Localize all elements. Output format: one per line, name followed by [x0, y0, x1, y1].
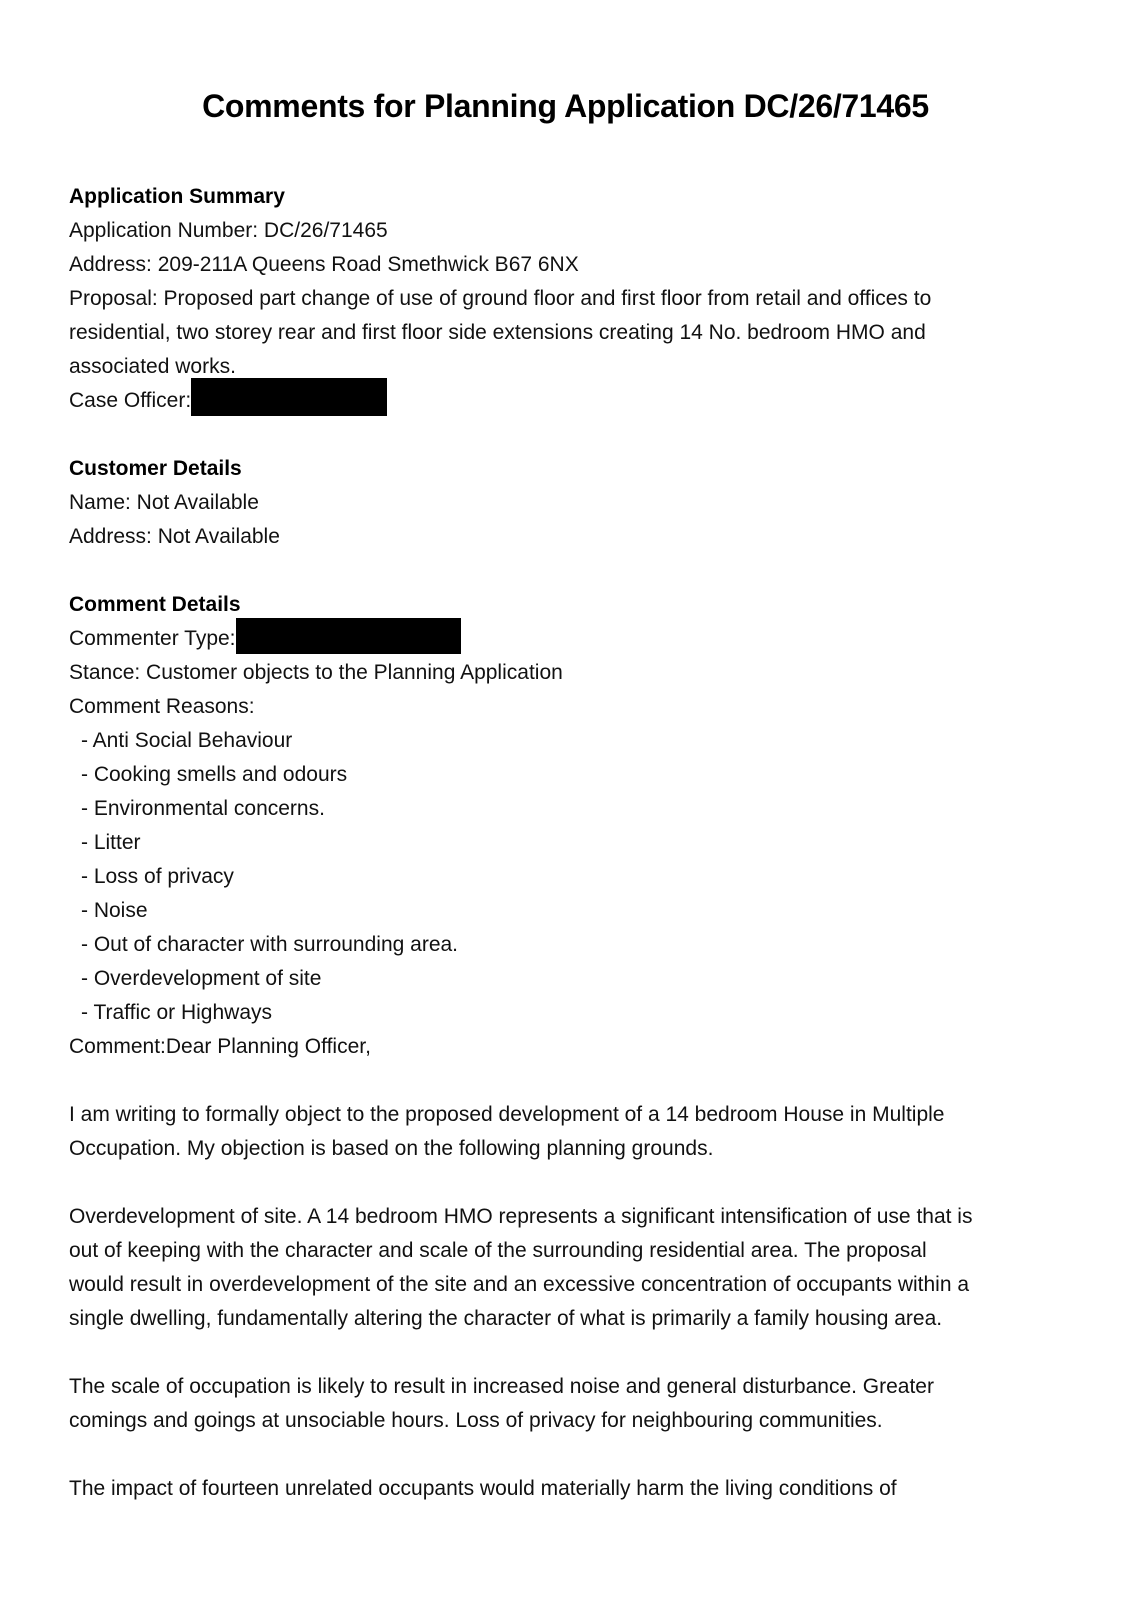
- application-summary-heading: Application Summary: [69, 185, 285, 208]
- section-spacer: [69, 418, 1069, 452]
- stance: Stance: Customer objects to the Planning Application: [69, 661, 563, 684]
- comment-intro: Comment:Dear Planning Officer,: [69, 1035, 371, 1058]
- comment-reason-item: - Loss of privacy: [81, 865, 234, 888]
- comment-reason-item: - Noise: [81, 899, 148, 922]
- proposal-line-1: Proposal: Proposed part change of use of ground floor and first floor from retail and offices to: [69, 287, 932, 310]
- comment-paragraph-1: [69, 1098, 1069, 1166]
- comment-reason-item: - Cooking smells and odours: [81, 763, 348, 786]
- comment-paragraph-4: [69, 1472, 1069, 1506]
- comment-reason-item: - Environmental concerns.: [81, 797, 325, 820]
- proposal-line-2: residential, two storey rear and first floor side extensions creating 14 No. bedroom HMO and: [69, 321, 926, 344]
- paragraph-line: out of keeping with the character and scale of the surrounding residential area. The proposal: [69, 1239, 927, 1262]
- paragraph-line: I am writing to formally object to the proposed development of a 14 bedroom House in Multiple: [69, 1103, 945, 1126]
- application-summary-section: [69, 180, 1069, 418]
- commenter-type-label: Commenter Type:: [69, 627, 236, 650]
- customer-name: Name: Not Available: [69, 491, 259, 514]
- case-officer-row: [69, 384, 1069, 418]
- paragraph-line: The scale of occupation is likely to result in increased noise and general disturbance. Greater: [69, 1375, 934, 1398]
- paragraph-line: would result in overdevelopment of the site and an excessive concentration of occupants within a: [69, 1273, 970, 1296]
- comment-reason-item: - Traffic or Highways: [81, 1001, 272, 1024]
- comment-reasons-label: Comment Reasons:: [69, 695, 255, 718]
- paragraph-line: The impact of fourteen unrelated occupants would materially harm the living conditions of: [69, 1477, 897, 1500]
- comment-reason-item: - Litter: [81, 831, 141, 854]
- comment-details-heading: Comment Details: [69, 593, 241, 616]
- application-number: Application Number: DC/26/71465: [69, 219, 388, 242]
- paragraph-spacer: [69, 1064, 1069, 1098]
- commenter-type-redaction: [236, 618, 461, 654]
- document-title: Comments for Planning Application DC/26/71465: [202, 88, 929, 124]
- paragraph-line: Occupation. My objection is based on the following planning grounds.: [69, 1137, 714, 1160]
- comment-body: [69, 1098, 1069, 1506]
- customer-address: Address: Not Available: [69, 525, 280, 548]
- comment-reason-item: - Out of character with surrounding area.: [81, 933, 459, 956]
- proposal-line-3: associated works.: [69, 355, 236, 378]
- case-officer-label: Case Officer:: [69, 389, 192, 412]
- comment-reason-item: - Overdevelopment of site: [81, 967, 322, 990]
- section-spacer: [69, 554, 1069, 588]
- paragraph-spacer: [69, 1166, 1069, 1200]
- comment-paragraph-3: [69, 1370, 1069, 1438]
- document-body: [69, 180, 1069, 1506]
- application-address: Address: 209-211A Queens Road Smethwick B67 6NX: [69, 253, 579, 276]
- comment-reason-item: - Anti Social Behaviour: [81, 729, 293, 752]
- customer-details-heading: Customer Details: [69, 457, 242, 480]
- commenter-type-row: [69, 622, 1069, 656]
- customer-details-section: [69, 452, 1069, 554]
- comment-paragraph-2: [69, 1200, 1069, 1336]
- case-officer-redaction: [191, 378, 387, 416]
- paragraph-spacer: [69, 1438, 1069, 1472]
- comment-details-section: [69, 588, 1069, 1064]
- paragraph-line: single dwelling, fundamentally altering the character of what is primarily a family housing area.: [69, 1307, 943, 1330]
- paragraph-spacer: [69, 1336, 1069, 1370]
- paragraph-line: Overdevelopment of site. A 14 bedroom HMO represents a significant intensification of use that is: [69, 1205, 973, 1228]
- paragraph-line: comings and goings at unsociable hours. Loss of privacy for neighbouring communities.: [69, 1409, 883, 1432]
